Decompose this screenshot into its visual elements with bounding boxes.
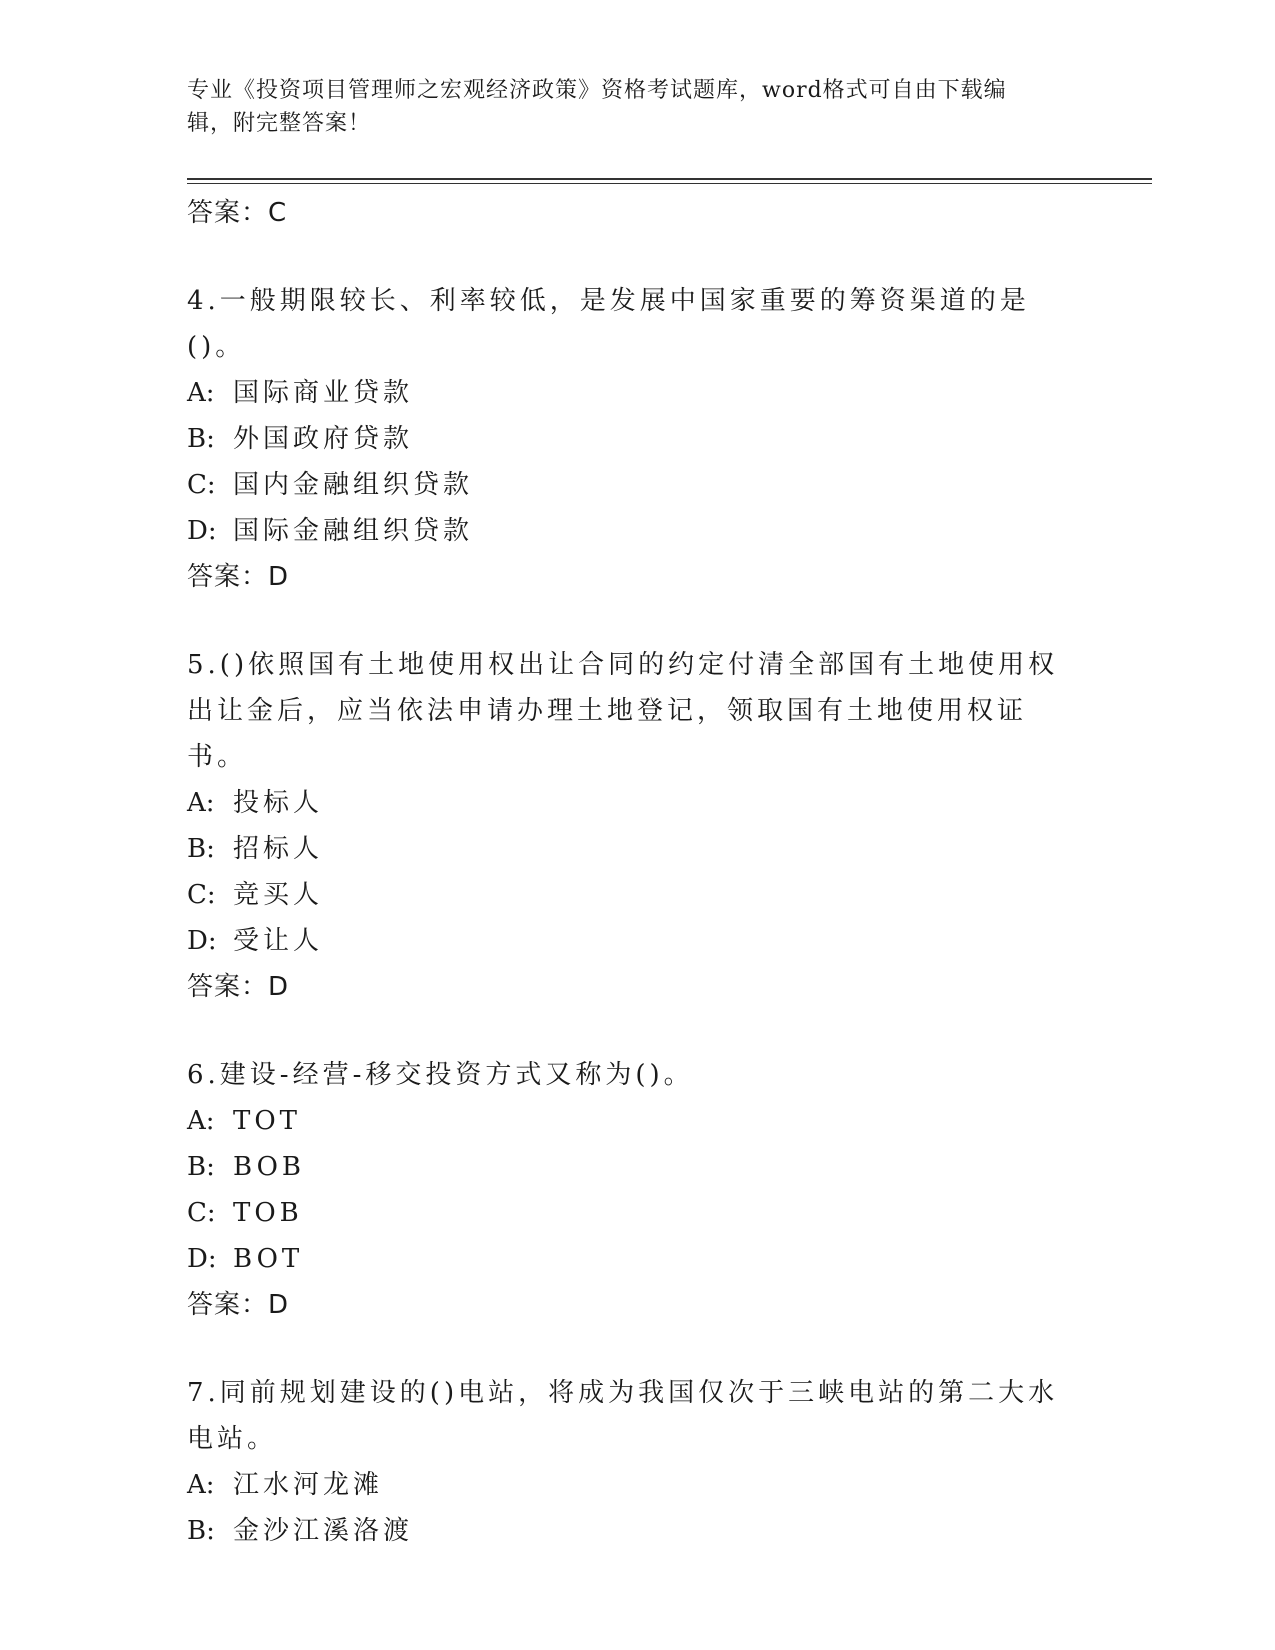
option-text: BOB [233,1152,306,1182]
option-b [187,416,1152,462]
option-letter: B: [187,1516,215,1546]
question-stem: 6.建设-经营-移交投资方式又称为()。 [187,1060,694,1090]
question-stem: 4.一般期限较长、利率较低，是发展中国家重要的筹资渠道的是()。 [187,286,1030,362]
question-item [187,642,1152,1010]
spacer [187,1328,1152,1370]
option-text: 受让人 [233,926,324,956]
option-c [187,462,1152,508]
option-d [187,508,1152,554]
question-stem: 7.同前规划建设的()电站，将成为我国仅次于三峡电站的第二大水电站。 [187,1378,1059,1454]
header-divider [187,178,1152,184]
option-text: BOT [233,1244,304,1274]
spacer [187,1010,1152,1052]
answer-line: 答案：D [187,562,290,592]
option-letter: D: [187,926,217,956]
option-letter: D: [187,1244,217,1274]
option-c [187,1190,1152,1236]
option-letter: A: [187,378,215,408]
option-b [187,1508,1152,1554]
option-letter: B: [187,424,215,454]
question-list [187,190,1152,1554]
option-text: 国际金融组织贷款 [233,516,474,546]
option-letter: C: [187,470,216,500]
question-stem: 5.()依照国有土地使用权出让合同的约定付清全部国有土地使用权出让金后，应当依法申请办理土地登记，领取国有土地使用权证书。 [187,650,1059,772]
answer-line: 答案：C [187,198,288,228]
option-text: 国内金融组织贷款 [233,470,474,500]
option-text: 江水河龙滩 [233,1470,384,1500]
option-letter: C: [187,1198,216,1228]
option-d [187,1236,1152,1282]
option-b [187,1144,1152,1190]
option-text: 金沙江溪洛渡 [233,1516,414,1546]
answer-line: 答案：D [187,972,290,1002]
option-letter: A: [187,788,215,818]
option-text: 招标人 [233,834,324,864]
option-text: 外国政府贷款 [233,424,414,454]
option-text: 竞买人 [233,880,324,910]
option-letter: A: [187,1470,215,1500]
option-text: 国际商业贷款 [233,378,414,408]
option-a [187,1462,1152,1508]
document-header [187,74,1067,140]
header-line-1: 专业《投资项目管理师之宏观经济政策》资格考试题库，word格式可自由下载编 [187,78,1007,103]
question-item [187,1370,1152,1554]
answer-line: 答案：D [187,1290,290,1320]
option-text: 投标人 [233,788,324,818]
option-c [187,872,1152,918]
question-item [187,1052,1152,1328]
option-text: TOT [233,1106,301,1136]
option-letter: B: [187,834,215,864]
spacer [187,600,1152,642]
option-letter: B: [187,1152,215,1182]
header-line-2: 辑，附完整答案！ [187,111,372,136]
option-letter: C: [187,880,216,910]
option-text: TOB [233,1198,303,1228]
question-item [187,278,1152,600]
spacer [187,236,1152,278]
option-b [187,826,1152,872]
option-a [187,370,1152,416]
option-d [187,918,1152,964]
option-a [187,780,1152,826]
option-a [187,1098,1152,1144]
option-letter: D: [187,516,217,546]
option-letter: A: [187,1106,215,1136]
